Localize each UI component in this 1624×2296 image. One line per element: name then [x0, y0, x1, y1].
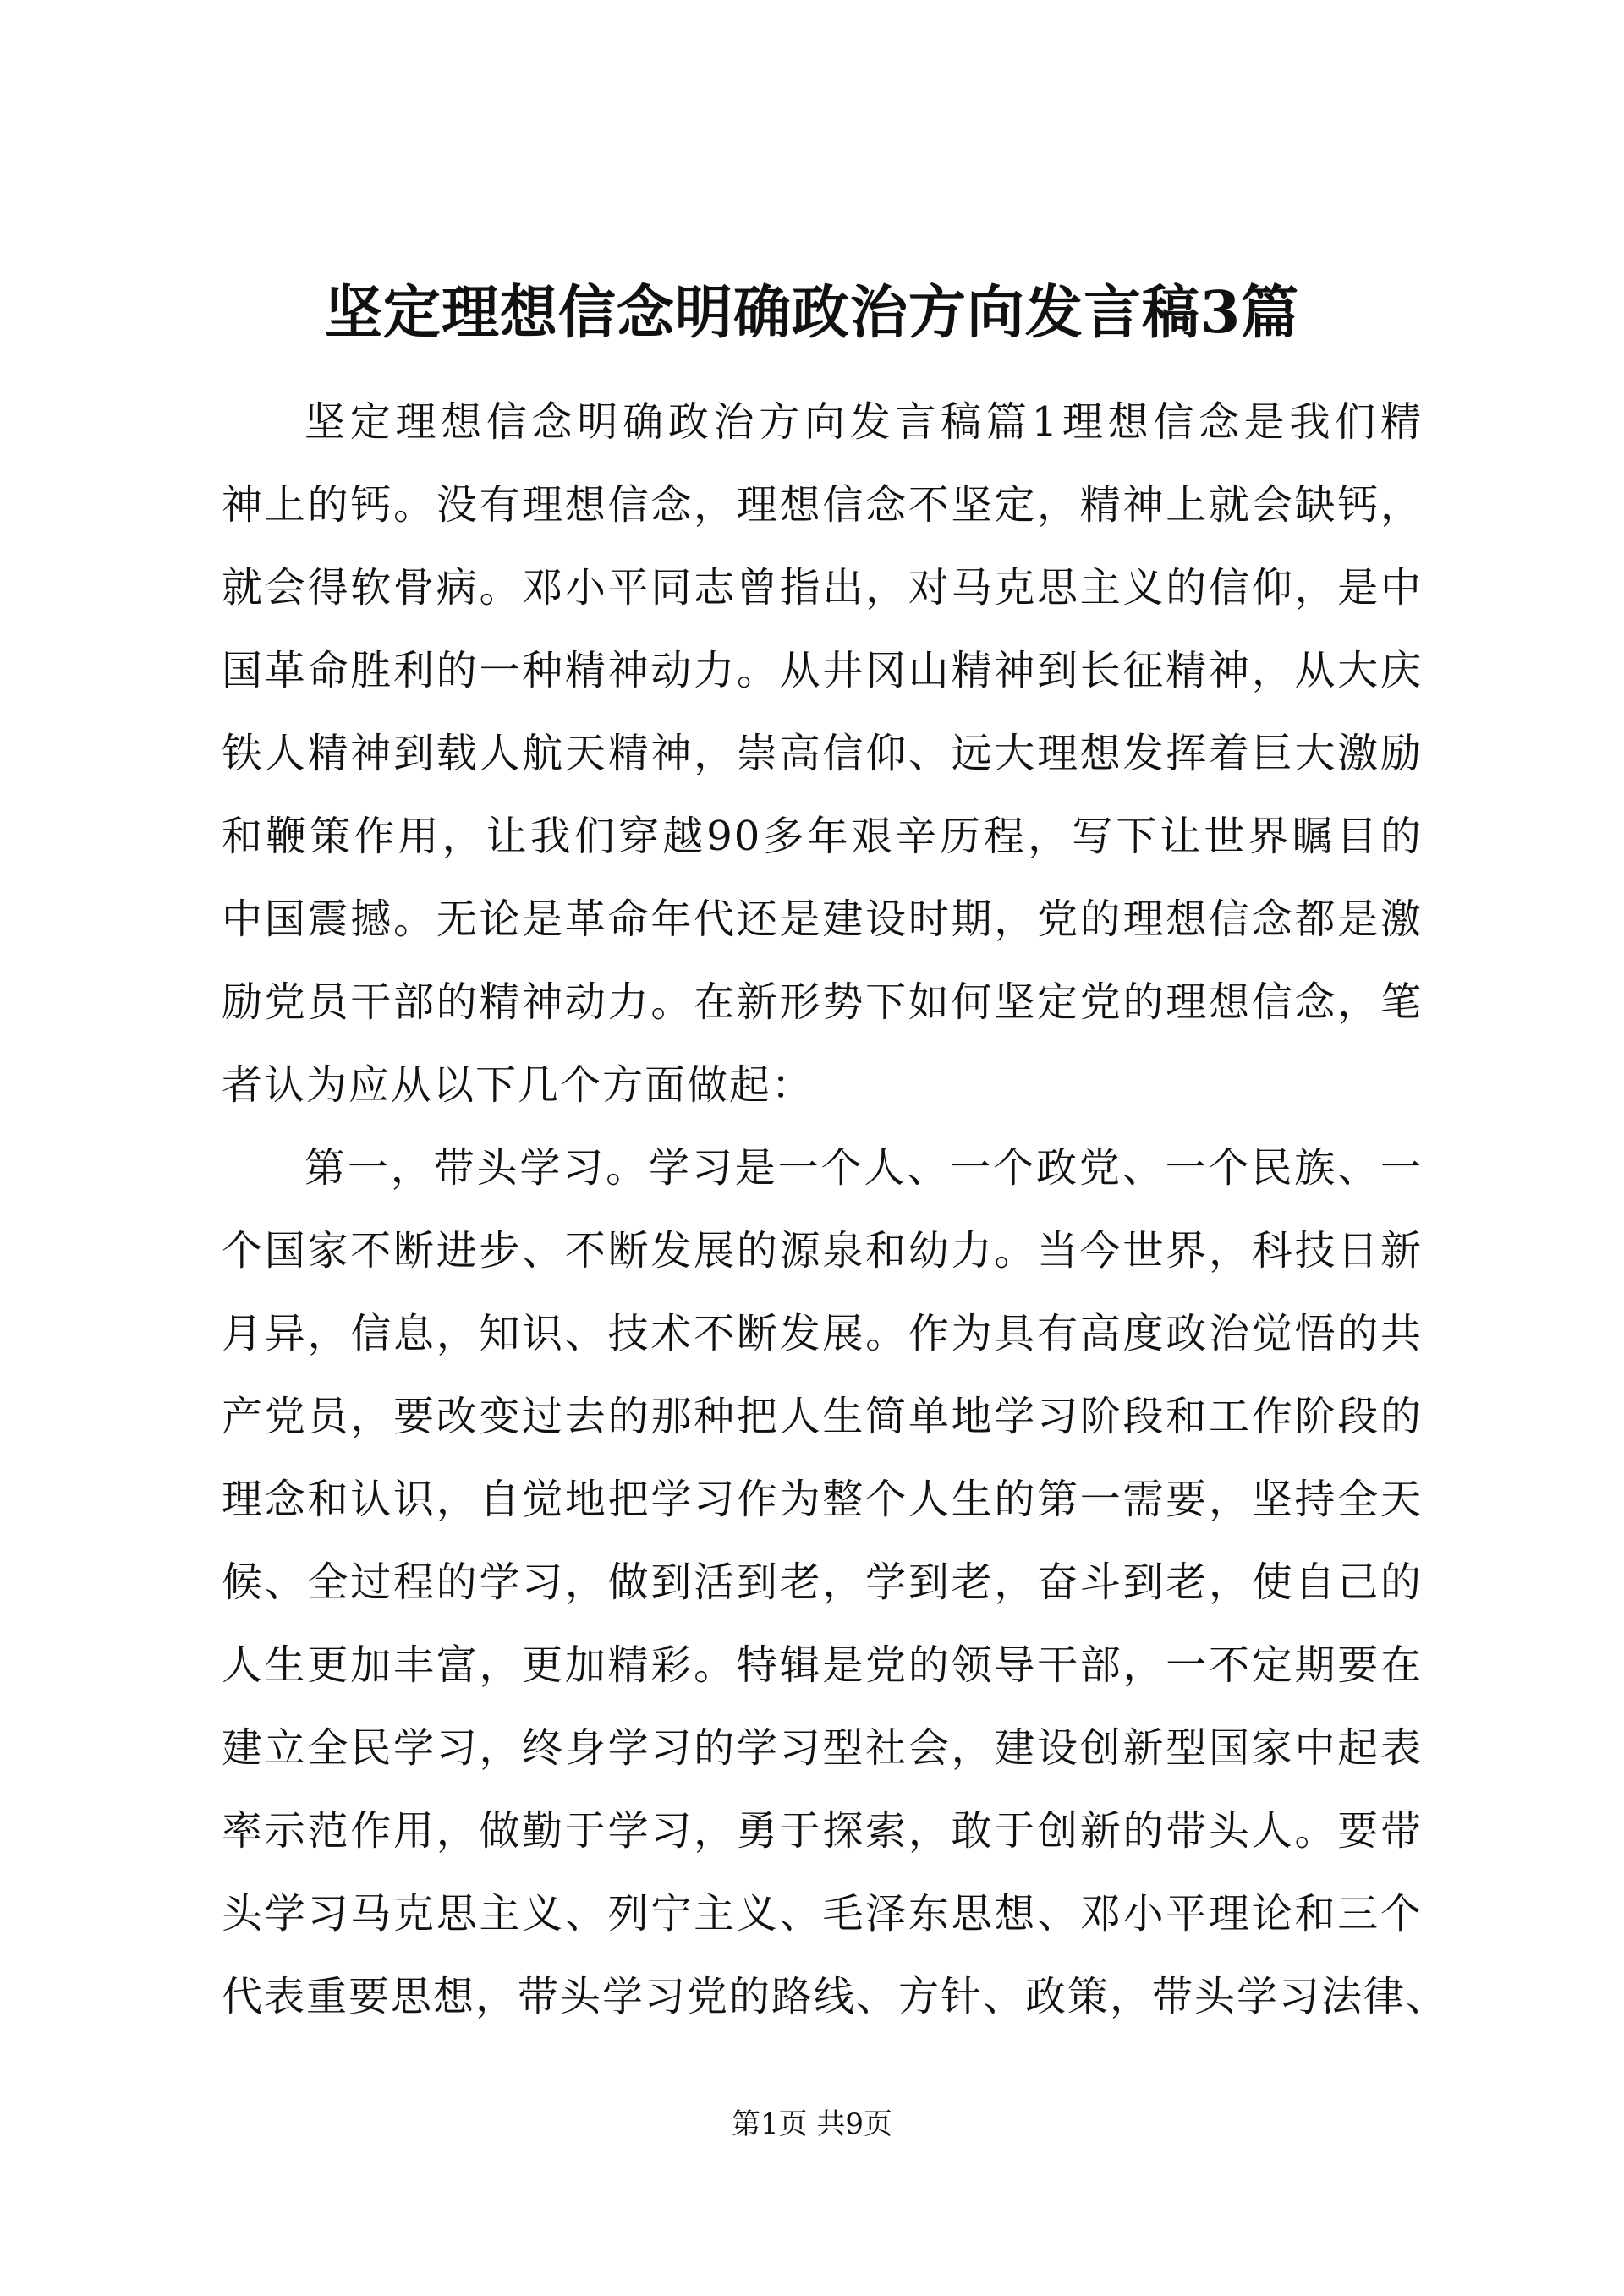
- paragraph-2-line-3: 月异，信息，知识、技术不断发展。作为具有高度政治觉悟的共: [222, 1310, 1423, 1357]
- paragraph-2-line-8: 建立全民学习，终身学习的学习型社会，建设创新型国家中起表: [222, 1724, 1423, 1772]
- paragraph-1-line-8: 励党员干部的精神动力。在新形势下如何坚定党的理想信念，笔: [222, 978, 1423, 1026]
- paragraph-1-line-7: 中国震撼。无论是革命年代还是建设时期，党的理想信念都是激: [222, 896, 1423, 943]
- paragraph-2-line-5: 理念和认识，自觉地把学习作为整个人生的第一需要，坚持全天: [222, 1476, 1423, 1523]
- paragraph-2-line-4: 产党员，要改变过去的那种把人生简单地学习阶段和工作阶段的: [222, 1393, 1423, 1440]
- paragraph-2-line-11: 代表重要思想，带头学习党的路线、方针、政策，带头学习法律、: [222, 1973, 1449, 2020]
- page-number-footer: 第1页 共9页: [731, 2107, 893, 2141]
- document-title: 坚定理想信念明确政治方向发言稿3篇: [324, 279, 1300, 347]
- paragraph-1-line-6: 和鞭策作用，让我们穿越90多年艰辛历程，写下让世界瞩目的: [222, 813, 1423, 860]
- paragraph-1-line-4: 国革命胜利的一种精神动力。从井冈山精神到长征精神，从大庆: [222, 647, 1423, 694]
- paragraph-1-line-3: 就会得软骨病。邓小平同志曾指出，对马克思主义的信仰，是中: [222, 564, 1423, 611]
- paragraph-2-line-6: 候、全过程的学习，做到活到老，学到老，奋斗到老，使自己的: [222, 1559, 1423, 1606]
- paragraph-1-line-5: 铁人精神到载人航天精神，崇高信仰、远大理想发挥着巨大激励: [222, 730, 1423, 777]
- paragraph-2-line-1: 第一，带头学习。学习是一个人、一个政党、一个民族、一: [304, 1144, 1423, 1192]
- paragraph-1-line-2: 神上的钙。没有理想信念，理想信念不坚定，精神上就会缺钙，: [222, 481, 1423, 529]
- paragraph-2-line-7: 人生更加丰富，更加精彩。特辑是党的领导干部，一不定期要在: [222, 1641, 1423, 1689]
- paragraph-2-line-9: 率示范作用，做勤于学习，勇于探索，敢于创新的带头人。要带: [222, 1807, 1423, 1855]
- paragraph-1-line-1: 坚定理想信念明确政治方向发言稿篇1理想信念是我们精: [304, 398, 1423, 446]
- paragraph-2-line-10: 头学习马克思主义、列宁主义、毛泽东思想、邓小平理论和三个: [222, 1890, 1423, 1937]
- paragraph-1-line-9: 者认为应从以下几个方面做起：: [222, 1061, 815, 1109]
- document-body: [222, 381, 1449, 2038]
- paragraph-2-line-2: 个国家不断进步、不断发展的源泉和幼力。当今世界，科技日新: [222, 1227, 1423, 1274]
